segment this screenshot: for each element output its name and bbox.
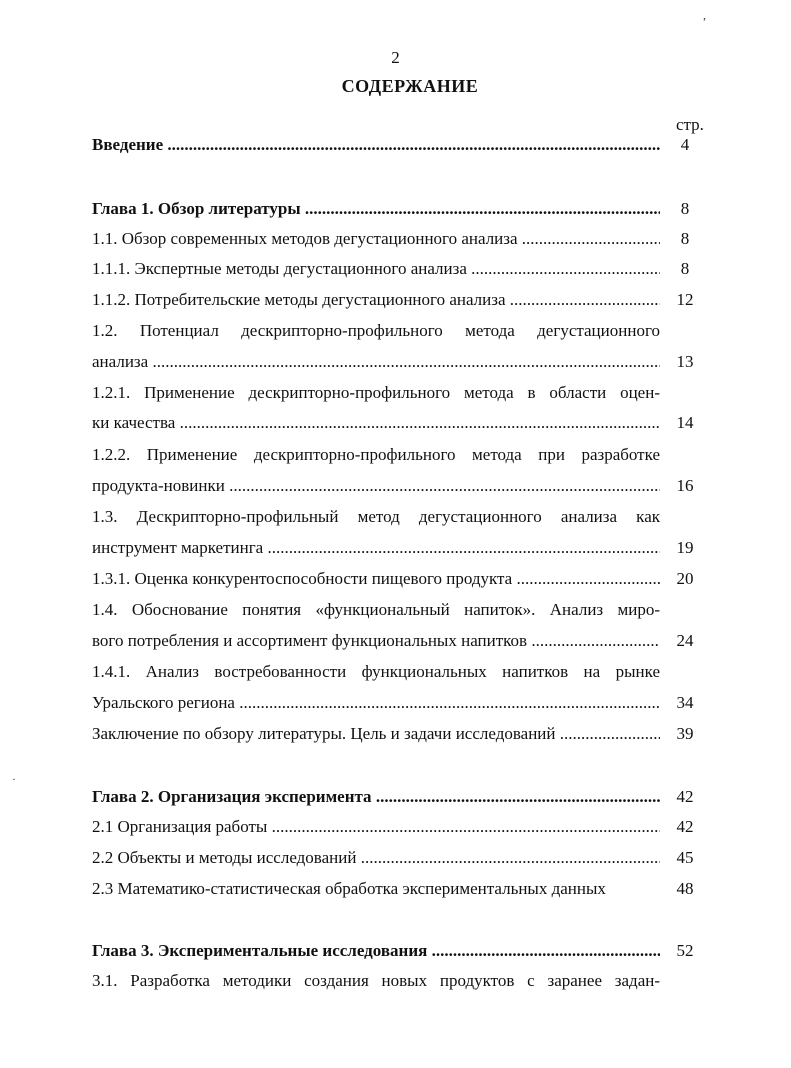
toc-entry-1-1-1: 1.1.1. Экспертные методы дегустационного анализа ..... [92,258,660,280]
toc-entry-1-3-cont: инструмент маркетинга ..... [92,537,660,559]
toc-entry-1-2-1-cont: ки качества ..... [92,412,660,434]
toc-page-1-1-1: 8 [680,259,690,278]
toc-page-1-3: 19 [676,538,694,557]
toc-entry-1-4-cont: вого потребления и ассортимент функциональных напитков ..... [92,630,660,652]
toc-entry-chapter-3: Глава 3. Экспериментальные исследования ..... [92,940,660,962]
toc-entry-chapter-2: Глава 2. Организация эксперимента ..... [92,786,660,808]
toc-page-2-1: 42 [676,817,694,836]
page-title: СОДЕРЖАНИЕ [341,76,479,96]
toc-entry-1-2-cont: анализа ..... [92,351,660,373]
toc-page-1-4: 24 [676,631,694,650]
toc-entry-3-1: 3.1. Разработка методики создания новых продуктов с заранее задан- [92,971,660,990]
toc-page-1-1: 8 [680,229,690,248]
toc-entry-intro: Введение ..... [92,134,660,156]
toc-entry-conclusion: Заключение по обзору литературы. Цель и задачи исследований ..... [92,723,660,745]
toc-page-1-4-1: 34 [676,693,694,712]
scan-speck: , [703,8,706,22]
page-number: 2 [391,48,400,67]
toc-page-1-2-2: 16 [676,476,694,495]
toc-page-1-1-2: 12 [676,290,694,309]
toc-entry-2-3: 2.3 Математико-статистическая обработка экспериментальных данных [92,879,606,898]
toc-page-intro: 4 [680,135,690,154]
toc-page-1-3-1: 20 [676,569,694,588]
toc-entry-1-1: 1.1. Обзор современных методов дегустационного анализа ..... [92,228,660,250]
toc-entry-2-2: 2.2 Объекты и методы исследований ..... [92,847,660,869]
toc-entry-1-2-1: 1.2.1. Применение дескрипторно-профильного метода в области оцен- [92,383,660,402]
toc-entry-1-3-1: 1.3.1. Оценка конкурентоспособности пищевого продукта ..... [92,568,660,590]
toc-page-chapter-2: 42 [676,787,694,806]
scan-speck: · [12,772,16,786]
toc-page-1-2: 13 [676,352,694,371]
toc-page-chapter-1: 8 [680,199,690,218]
toc-entry-1-4-1: 1.4.1. Анализ востребованности функциональных напитков на рынке [92,662,660,681]
toc-page-conclusion: 39 [676,724,694,743]
toc-entry-1-1-2: 1.1.2. Потребительские методы дегустационного анализа ..... [92,289,660,311]
toc-entry-chapter-1: Глава 1. Обзор литературы ..... [92,198,660,220]
toc-entry-1-4-1-cont: Уральского региона ..... [92,692,660,714]
toc-page-chapter-3: 52 [676,941,694,960]
toc-page-2-3: 48 [676,879,694,898]
page-column-label: стр. [676,115,704,134]
toc-entry-1-4: 1.4. Обоснование понятия «функциональный напиток». Анализ миро- [92,600,660,619]
toc-entry-1-2: 1.2. Потенциал дескрипторно-профильного метода дегустационного [92,321,660,340]
toc-page-2-2: 45 [676,848,694,867]
toc-entry-1-2-2: 1.2.2. Применение дескрипторно-профильного метода при разработке [92,445,660,464]
toc-entry-2-1: 2.1 Организация работы ..... [92,816,660,838]
toc-entry-1-3: 1.3. Дескрипторно-профильный метод дегустационного анализа как [92,507,660,526]
toc-entry-1-2-2-cont: продукта-новинки ..... [92,475,660,497]
toc-page-1-2-1: 14 [676,413,694,432]
